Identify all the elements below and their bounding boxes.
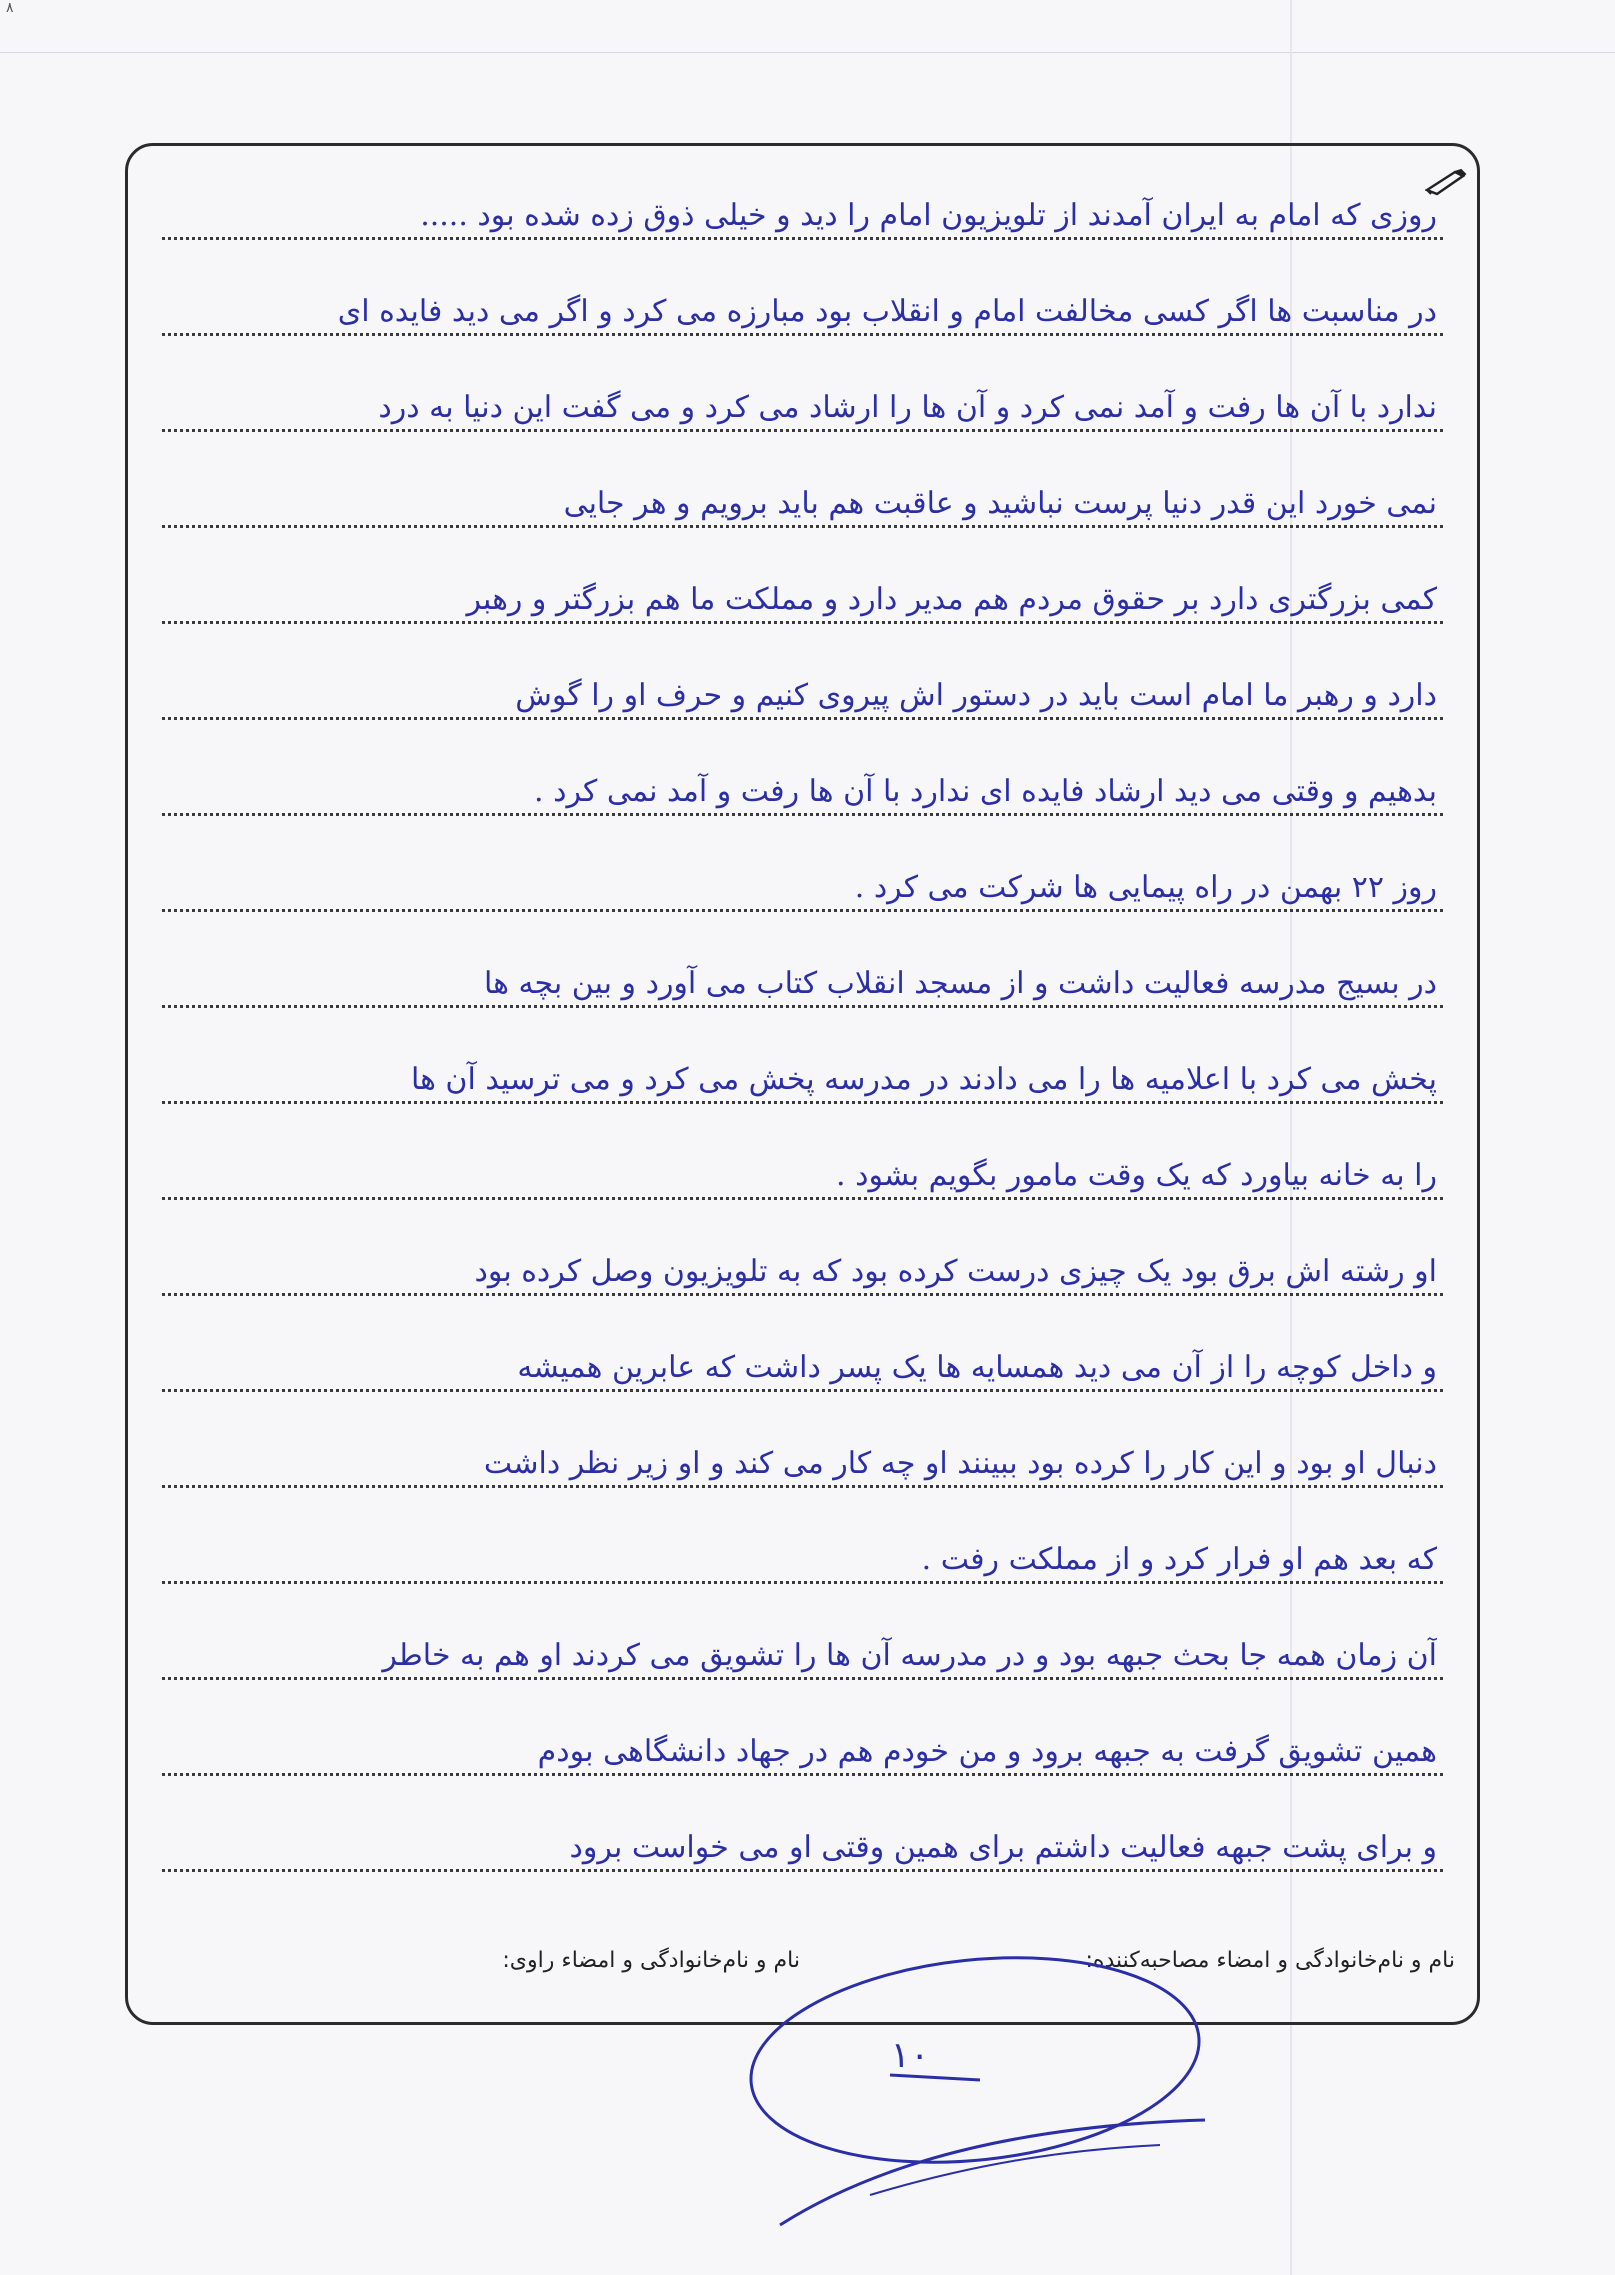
text-line: دنبال او بود و این کار را کرده بود ببینند او چه کار می کند و او زیر نظر داشت bbox=[150, 1408, 1455, 1504]
text-line: نمی خورد این قدر دنیا پرست نباشید و عاقبت هم باید برویم و هر جایی bbox=[150, 448, 1455, 544]
top-rule bbox=[0, 52, 1615, 53]
text-line: او رشته اش برق بود یک چیزی درست کرده بود که به تلویزیون وصل کرده بود bbox=[150, 1216, 1455, 1312]
text-line: روز ۲۲ بهمن در راه پیمایی ها شرکت می کرد . bbox=[150, 832, 1455, 928]
interviewer-signature-label: نام و نام‌خانوادگی و امضاء مصاحبه‌کننده: bbox=[1085, 1948, 1455, 1973]
narrator-signature-label: نام و نام‌خانوادگی و امضاء راوی: bbox=[502, 1948, 800, 1973]
text-line: روزی که امام به ایران آمدند از تلویزیون امام را دید و خیلی ذوق زده شده بود ..... bbox=[150, 160, 1455, 256]
text-line: پخش می کرد با اعلامیه ها را می دادند در مدرسه پخش می کرد و می ترسید آن ها bbox=[150, 1024, 1455, 1120]
text-line: و برای پشت جبهه فعالیت داشتم برای همین وقتی او می خواست برود bbox=[150, 1792, 1455, 1888]
page-corner-mark: ۸ bbox=[6, 0, 14, 16]
text-line: کمی بزرگتری دارد بر حقوق مردم هم مدیر دارد و مملکت ما هم بزرگتر و رهبر bbox=[150, 544, 1455, 640]
text-line: در مناسبت ها اگر کسی مخالفت امام و انقلاب بود مبارزه می کرد و اگر می دید فایده ای bbox=[150, 256, 1455, 352]
text-line: آن زمان همه جا بحث جبهه بود و در مدرسه آن ها را تشویق می کردند او هم به خاطر bbox=[150, 1600, 1455, 1696]
text-line: همین تشویق گرفت به جبهه برود و من خودم هم در جهاد دانشگاهی بودم bbox=[150, 1696, 1455, 1792]
text-line: بدهیم و وقتی می دید ارشاد فایده ای ندارد با آن ها رفت و آمد نمی کرد . bbox=[150, 736, 1455, 832]
signature-scribble bbox=[740, 1955, 1210, 2245]
text-line: و داخل کوچه را از آن می دید همسایه ها یک پسر داشت که عابرین همیشه bbox=[150, 1312, 1455, 1408]
text-line: در بسیج مدرسه فعالیت داشت و از مسجد انقلاب کتاب می آورد و بین بچه ها bbox=[150, 928, 1455, 1024]
text-line: که بعد هم او فرار کرد و از مملکت رفت . bbox=[150, 1504, 1455, 1600]
text-line: را به خانه بیاورد که یک وقت مامور بگویم بشود . bbox=[150, 1120, 1455, 1216]
text-line: دارد و رهبر ما امام است باید در دستور اش پیروی کنیم و حرف او را گوش bbox=[150, 640, 1455, 736]
page-number: ۱۰ bbox=[890, 2035, 930, 2076]
text-line: ندارد با آن ها رفت و آمد نمی کرد و آن ها را ارشاد می کرد و می گفت این دنیا به درد bbox=[150, 352, 1455, 448]
